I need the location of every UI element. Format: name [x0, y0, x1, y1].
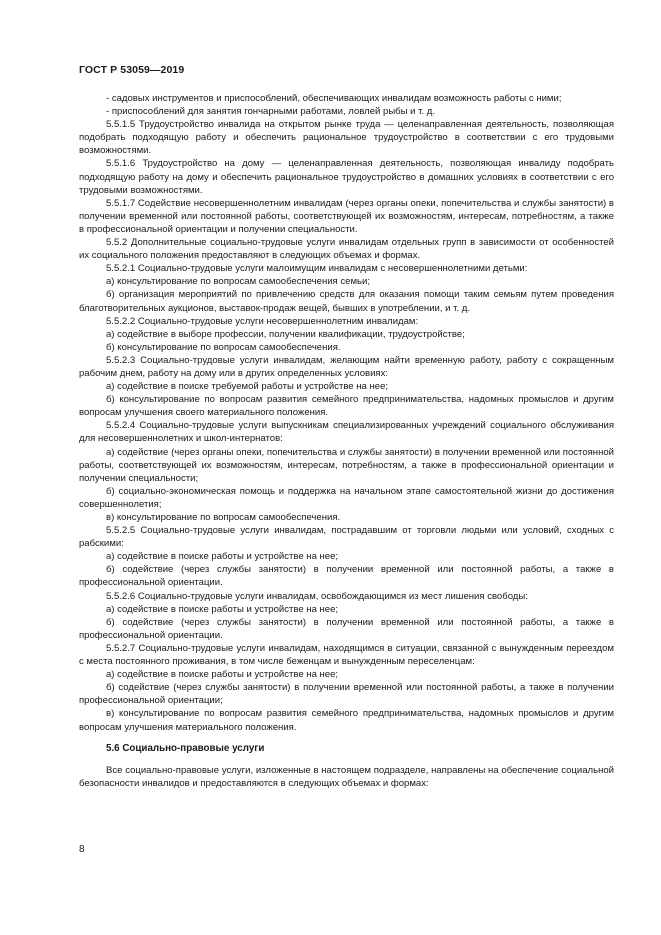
paragraph: 5.5.2.3 Социально-трудовые услуги инвалидам, желающим найти временную работу, работу с сокращенным рабочим днем, работу на дому или в других определенных условиях:	[79, 354, 614, 379]
section-5-6-intro: Все социально-правовые услуги, изложенные в настоящем подразделе, направлены на обеспечение социальной безопасности инвалидов и предоставляются в следующих объемах и формах:	[79, 764, 614, 789]
paragraph: б) содействие (через службы занятости) в получении временной или постоянной работы, а также в профессиональной ориентации.	[79, 564, 614, 589]
paragraph: а) содействие в выборе профессии, получении квалификации, трудоустройстве;	[106, 328, 465, 340]
paragraph: б) организация мероприятий по привлечению средств для оказания помощи таким семьям путем проведения благотворительных аукционов, выставок-продаж вещей, бывших в употреблении, и т. д.	[79, 289, 614, 314]
paragraph: 5.5.2.4 Социально-трудовые услуги выпускникам специализированных учреждений социального обслуживания для несовершеннолетних и школ-интернатов:	[79, 420, 614, 445]
paragraph: а) содействие в поиске требуемой работы и устройстве на нее;	[106, 381, 389, 393]
paragraph: а) содействие в поиске работы и устройстве на нее;	[106, 669, 339, 681]
paragraph: а) консультирование по вопросам самообеспечения семьи;	[106, 276, 370, 288]
paragraph: б) содействие (через службы занятости) в получении временной или постоянной работы, а также в получении профессиональной ориентации;	[79, 682, 614, 707]
paragraph: а) содействие (через органы опеки, попечительства и службы занятости) в получении временной или постоянной работы, соответствующей их возможностям, интересам, потребностям, а также в профессиональной ориентации и получении специальности;	[79, 446, 614, 484]
paragraphs-section-5-5	[79, 92, 614, 734]
paragraph: - приспособлений для занятия гончарными работами, ловлей рыбы и т. д.	[106, 106, 435, 118]
paragraph: 5.5.2.6 Социально-трудовые услуги инвалидам, освобождающимся из мест лишения свободы:	[106, 590, 528, 602]
page-number: 8	[79, 844, 85, 855]
paragraph: в) консультирование по вопросам самообеспечения.	[106, 512, 341, 523]
paragraph: 5.5.2 Дополнительные социально-трудовые услуги инвалидам отдельных групп в зависимости от особенностей их социального положения предоставляют в следующих объемах и формах.	[79, 237, 614, 262]
paragraph: а) содействие в поиске работы и устройстве на нее;	[106, 603, 339, 615]
standard-code-header: ГОСТ Р 53059—2019	[79, 64, 185, 76]
paragraph: 5.5.1.5 Трудоустройство инвалида на открытом рынке труда — целенаправленная деятельность, позволяющая подобрать подходящую работу и обеспечить рациональное трудоустройство в соответствии с его трудовыми возможностями.	[79, 119, 614, 157]
paragraph: 5.5.2.1 Социально-трудовые услуги малоимущим инвалидам с несовершеннолетними детьми:	[106, 263, 528, 275]
paragraph: 5.5.1.7 Содействие несовершеннолетним инвалидам (через органы опеки, попечительства и службы занятости) в получении временной или постоянной работы, соответствующей их возможностям, интересам, потребностям, а также в профессиональной ориентации и получении специальности.	[79, 197, 614, 235]
paragraph: б) консультирование по вопросам самообеспечения.	[106, 341, 341, 353]
paragraph: б) консультирование по вопросам развития семейного предпринимательства, надомных промыслов и другим вопросам улучшения своего материального положения.	[79, 394, 614, 419]
paragraph: б) социально-экономическая помощь и поддержка на начальном этапе самостоятельной жизни до достижения совершеннолетия;	[79, 485, 614, 510]
paragraph: 5.5.2.5 Социально-трудовые услуги инвалидам, пострадавшим от торговли людьми или условий, сходных с рабскими:	[79, 525, 614, 550]
paragraph: - садовых инструментов и приспособлений, обеспечивающих инвалидам возможность работы с ними;	[106, 93, 562, 104]
paragraph: 5.5.2.2 Социально-трудовые услуги несовершеннолетним инвалидам:	[106, 315, 419, 327]
paragraph: 5.5.1.6 Трудоустройство на дому — целенаправленная деятельность, позволяющая инвалиду подобрать подходящую работу на дому и обеспечить рациональное трудоустройство в домашних условиях в соответствии с его трудовыми возможностями.	[79, 158, 614, 196]
paragraph: в) консультирование по вопросам развития семейного предпринимательства, надомных промыслов и другим вопросам улучшения материального положения.	[79, 708, 614, 733]
section-title-5-6: 5.6 Социально-правовые услуги	[106, 742, 265, 754]
document-body	[79, 92, 614, 790]
paragraph: 5.5.2.7 Социально-трудовые услуги инвалидам, находящимся в ситуации, связанной с вынужденным переездом с места постоянного проживания, в том числе беженцам и вынужденным переселенцам:	[79, 642, 614, 668]
paragraph: б) содействие (через службы занятости) в получении временной или постоянной работы, а также в профессиональной ориентации.	[79, 616, 614, 641]
paragraph: а) содействие в поиске работы и устройстве на нее;	[106, 551, 339, 563]
